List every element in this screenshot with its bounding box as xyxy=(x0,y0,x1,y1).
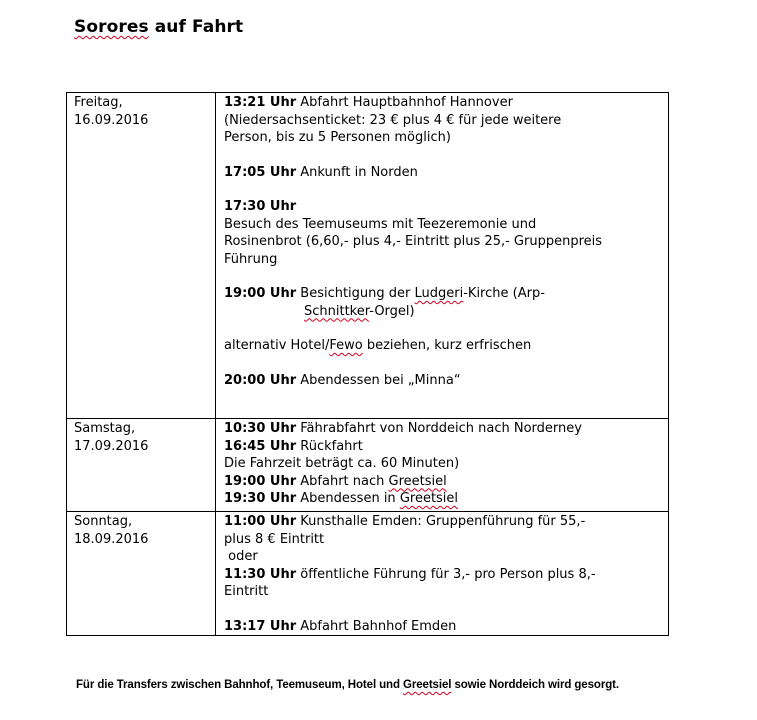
time-label: 11:00 Uhr xyxy=(224,514,297,529)
time-label: 19:30 Uhr xyxy=(224,491,297,506)
day-cell-saturday xyxy=(67,419,216,512)
time-label: 19:00 Uhr xyxy=(224,286,297,301)
activity-text: Fährabfahrt von Norddeich nach Norderney xyxy=(296,421,582,436)
activity-text: -Kirche (Arp- xyxy=(463,286,545,301)
table-row-friday xyxy=(67,93,669,419)
activity-line xyxy=(224,473,668,491)
activity-line: Die Fahrzeit beträgt ca. 60 Minuten) xyxy=(224,456,460,471)
marked-word: Schnittker xyxy=(304,303,370,319)
activity-text: Rückfahrt xyxy=(296,438,363,454)
activity-line: Person, bis zu 5 Personen möglich) xyxy=(224,130,451,145)
weekday-label: Sonntag, xyxy=(74,514,133,529)
activity-line xyxy=(224,566,668,584)
time-label: 10:30 Uhr xyxy=(224,421,297,436)
weekday-label: Samstag, xyxy=(74,421,136,436)
activity-line xyxy=(224,372,668,390)
activities-cell-saturday xyxy=(216,419,669,512)
activity-line xyxy=(224,303,668,321)
document-title xyxy=(74,17,243,37)
activity-text: Abendessen in xyxy=(296,491,400,506)
marked-word: Greetsiel xyxy=(403,679,452,691)
title-rest: auf Fahrt xyxy=(148,17,244,37)
activity-line xyxy=(224,337,668,355)
activities-cell-friday xyxy=(216,93,669,419)
date-label: 17.09.2016 xyxy=(74,438,149,454)
day-cell-friday xyxy=(67,93,216,419)
table-row-sunday xyxy=(67,512,669,636)
date-label: 18.09.2016 xyxy=(74,531,149,547)
time-label: 17:05 Uhr xyxy=(224,164,297,180)
activity-text: beziehen, kurz erfrischen xyxy=(362,338,532,353)
table-row-saturday xyxy=(67,419,669,512)
activity-text: Abfahrt nach xyxy=(296,473,389,489)
itinerary-table xyxy=(66,92,669,636)
activity-line xyxy=(224,438,668,456)
activity-line: Rosinenbrot (6,60,- plus 4,- Eintritt plus 25,- Gruppenpreis xyxy=(224,234,603,249)
date-label: 16.09.2016 xyxy=(74,112,149,128)
activity-text: Abfahrt Bahnhof Emden xyxy=(296,618,457,634)
activity-line: plus 8 € Eintritt xyxy=(224,531,325,547)
activity-line: oder xyxy=(224,549,258,564)
activity-text: Kunsthalle Emden: Gruppenführung für 55,- xyxy=(296,514,586,529)
time-label: 13:21 Uhr xyxy=(224,95,297,110)
activity-line: (Niedersachsenticket: 23 € plus 4 € für jede weitere xyxy=(224,112,562,128)
activity-text: Besichtigung der xyxy=(296,286,415,301)
marked-word: Greetsiel xyxy=(399,491,459,506)
activity-line xyxy=(224,285,668,303)
marked-word: Ludgeri xyxy=(414,286,464,301)
footer-text: Für die Transfers zwischen Bahnhof, Teemuseum, Hotel und xyxy=(76,679,404,691)
time-label: 13:17 Uhr xyxy=(224,618,297,634)
footer-text: sowie Norddeich wird gesorgt. xyxy=(451,679,619,691)
activity-line xyxy=(224,618,668,636)
weekday-label: Freitag, xyxy=(74,95,123,110)
activity-line: Besuch des Teemuseums mit Teezeremonie und xyxy=(224,216,537,232)
activity-line xyxy=(224,513,668,531)
activity-line xyxy=(224,420,668,438)
activity-text: Abendessen bei „Minna“ xyxy=(296,372,461,388)
marked-word: Fewo xyxy=(329,338,363,353)
time-label: 20:00 Uhr xyxy=(224,372,297,388)
activity-line: Führung xyxy=(224,251,278,267)
marked-word: Greetsiel xyxy=(388,473,447,489)
activity-line: Eintritt xyxy=(224,584,269,599)
activity-text: Abfahrt Hauptbahnhof Hannover xyxy=(296,95,513,110)
activity-line xyxy=(224,164,668,182)
day-cell-sunday xyxy=(67,512,216,636)
activity-text: öffentliche Führung für 3,- pro Person plus 8,- xyxy=(296,566,596,582)
footer-note xyxy=(76,679,619,691)
activity-text: Ankunft in Norden xyxy=(296,164,418,180)
time-label: 11:30 Uhr xyxy=(224,566,297,582)
time-label: 19:00 Uhr xyxy=(224,473,297,489)
time-label: 16:45 Uhr xyxy=(224,438,297,454)
activity-text: alternativ Hotel/ xyxy=(224,338,330,353)
activities-cell-sunday xyxy=(216,512,669,636)
activity-text: -Orgel) xyxy=(369,303,415,319)
activity-line xyxy=(224,490,668,508)
time-label: 17:30 Uhr xyxy=(224,199,297,214)
activity-line xyxy=(224,94,668,112)
title-word-sorores: Sorores xyxy=(74,17,149,37)
